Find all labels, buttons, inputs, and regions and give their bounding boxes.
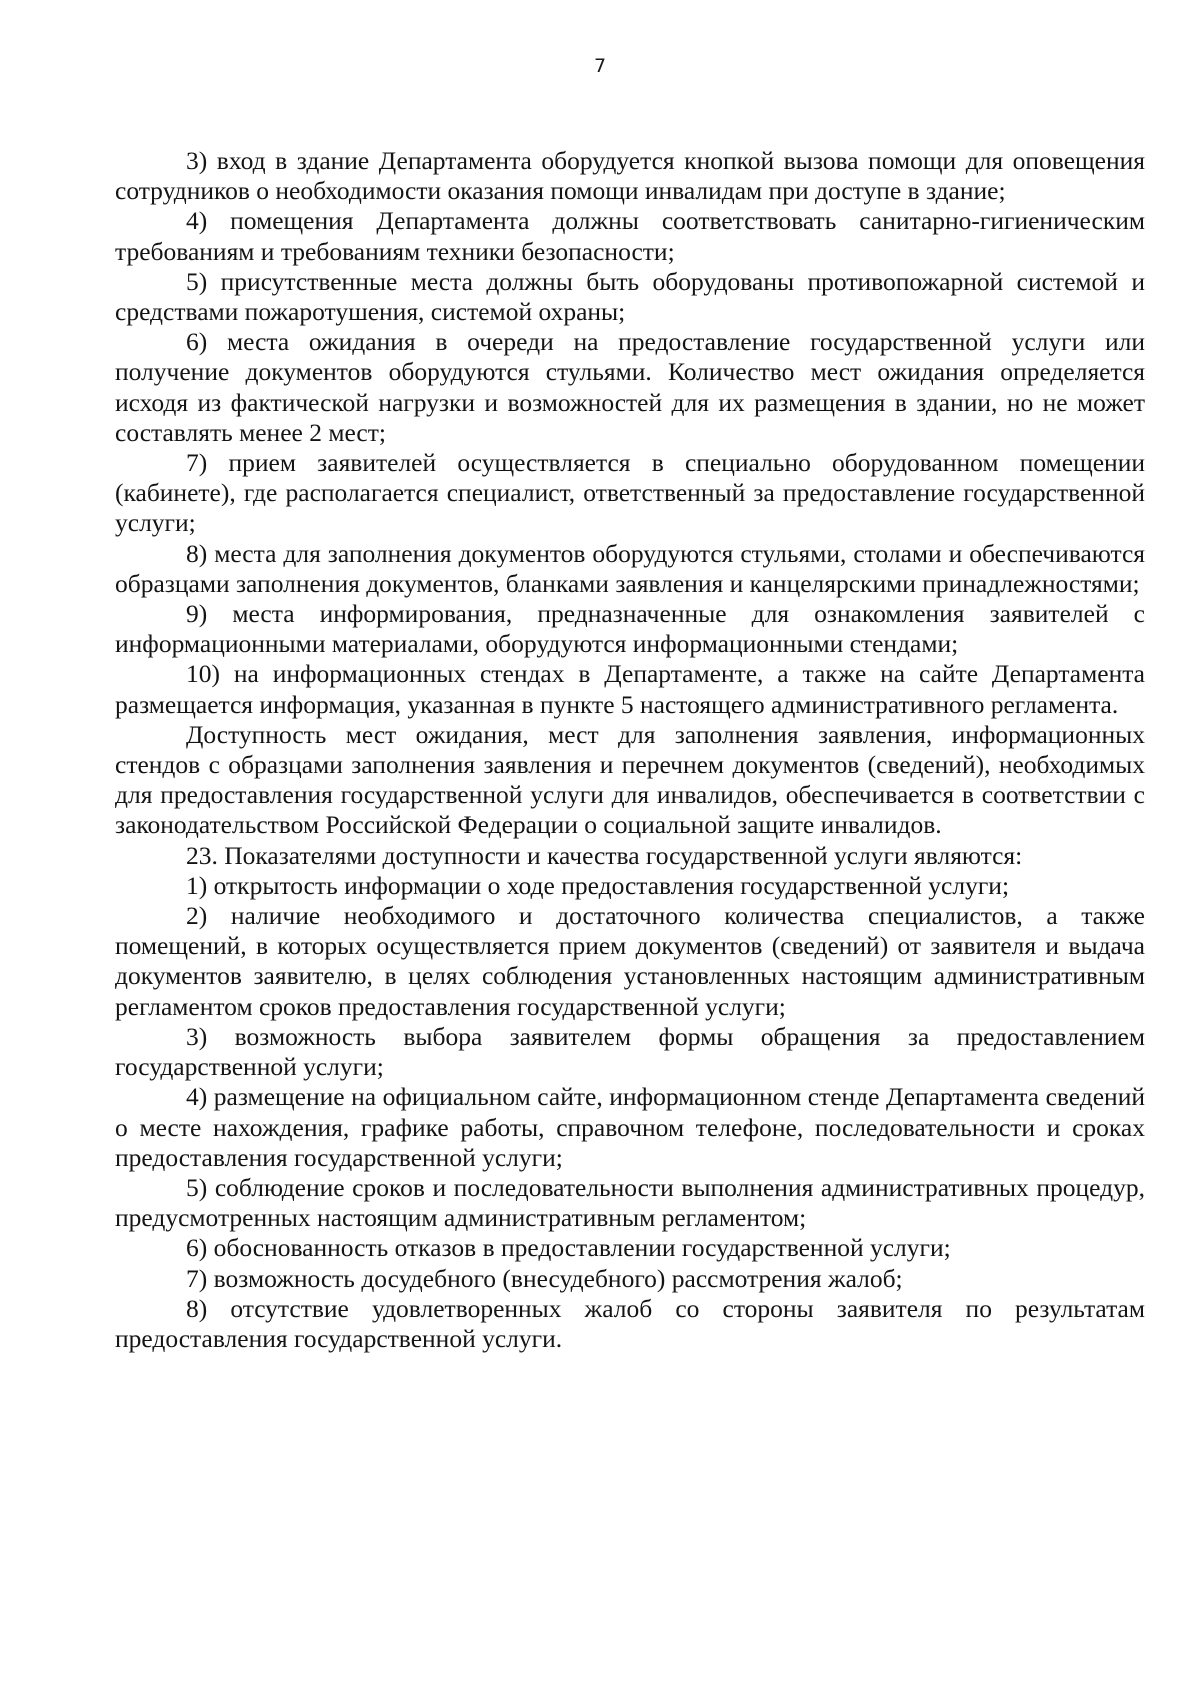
- paragraph-item-3-entrance-button: 3) вход в здание Департамента оборудуется кнопкой вызова помощи для оповещения сотрудников о необходимости оказания помощи инвалидам при доступе в здание;: [115, 146, 1145, 206]
- paragraph-indicator-3-choice-of-form: 3) возможность выбора заявителем формы обращения за предоставлением государственной услуги;: [115, 1021, 1145, 1082]
- paragraph-item-9-information-places: 9) места информирования, предназначенные для ознакомления заявителей с информационными материалами, оборудуются информационными стендами;: [115, 599, 1145, 659]
- paragraph-indicator-5-deadlines: 5) соблюдение сроков и последовательности выполнения административных процедур, предусмотренных настоящим административным регламентом;: [115, 1172, 1145, 1233]
- paragraph-indicator-8-no-complaints: 8) отсутствие удовлетворенных жалоб со стороны заявителя по результатам предоставления государственной услуги.: [115, 1293, 1145, 1353]
- paragraph-accessibility-for-disabled: Доступность мест ожидания, мест для заполнения заявления, информационных стендов с образцами заполнения заявления и перечнем документов (сведений), необходимых для предоставления государственной услуги для инвалидов, обеспечивается в соответствии с законодательством Российской Федерации о социальной защите инвалидов.: [115, 719, 1145, 840]
- document-body: [115, 146, 1145, 1354]
- paragraph-indicator-2-staff-premises: 2) наличие необходимого и достаточного количества специалистов, а также помещений, в которых осуществляется прием документов (сведений) от заявителя и выдача документов заявителю, в целях соблюдения установленных настоящим административным регламентом сроков предоставления государственной услуги;: [115, 901, 1145, 1021]
- paragraph-item-10-information-stands: 10) на информационных стендах в Департаменте, а также на сайте Департамента размещается информация, указанная в пункте 5 настоящего административного регламента.: [115, 659, 1145, 719]
- paragraph-item-7-reception-room: 7) прием заявителей осуществляется в специально оборудованном помещении (кабинете), где располагается специалист, ответственный за предоставление государственной услуги;: [115, 448, 1145, 538]
- paragraph-indicator-1-openness: 1) открытость информации о ходе предоставления государственной услуги;: [186, 870, 1010, 900]
- paragraph-indicator-6-refusals: 6) обоснованность отказов в предоставлении государственной услуги;: [186, 1233, 951, 1263]
- page-number: 7: [593, 55, 607, 77]
- paragraph-indicator-7-pretrial-appeal: 7) возможность досудебного (внесудебного) рассмотрения жалоб;: [186, 1263, 903, 1293]
- paragraph-item-6-waiting-places: 6) места ожидания в очереди на предоставление государственной услуги или получение документов оборудуются стульями. Количество мест ожидания определяется исходя из фактической нагрузки и возможностей для их размещения в здании, но не может составлять менее 2 мест;: [115, 327, 1145, 447]
- paragraph-item-8-filling-places: 8) места для заполнения документов оборудуются стульями, столами и обеспечиваются образцами заполнения документов, бланками заявления и канцелярскими принадлежностями;: [115, 538, 1145, 598]
- paragraph-indicator-4-website-info: 4) размещение на официальном сайте, информационном стенде Департамента сведений о месте нахождения, графике работы, справочном телефоне, последовательности и сроках предоставления государственной услуги;: [115, 1082, 1145, 1172]
- paragraph-section-23-heading: 23. Показателями доступности и качества государственной услуги являются:: [186, 840, 1023, 870]
- paragraph-item-4-sanitary-requirements: 4) помещения Департамента должны соответствовать санитарно-гигиеническим требованиям и требованиям техники безопасности;: [115, 206, 1145, 266]
- paragraph-item-5-fire-safety: 5) присутственные места должны быть оборудованы противопожарной системой и средствами пожаротушения, системой охраны;: [115, 266, 1145, 327]
